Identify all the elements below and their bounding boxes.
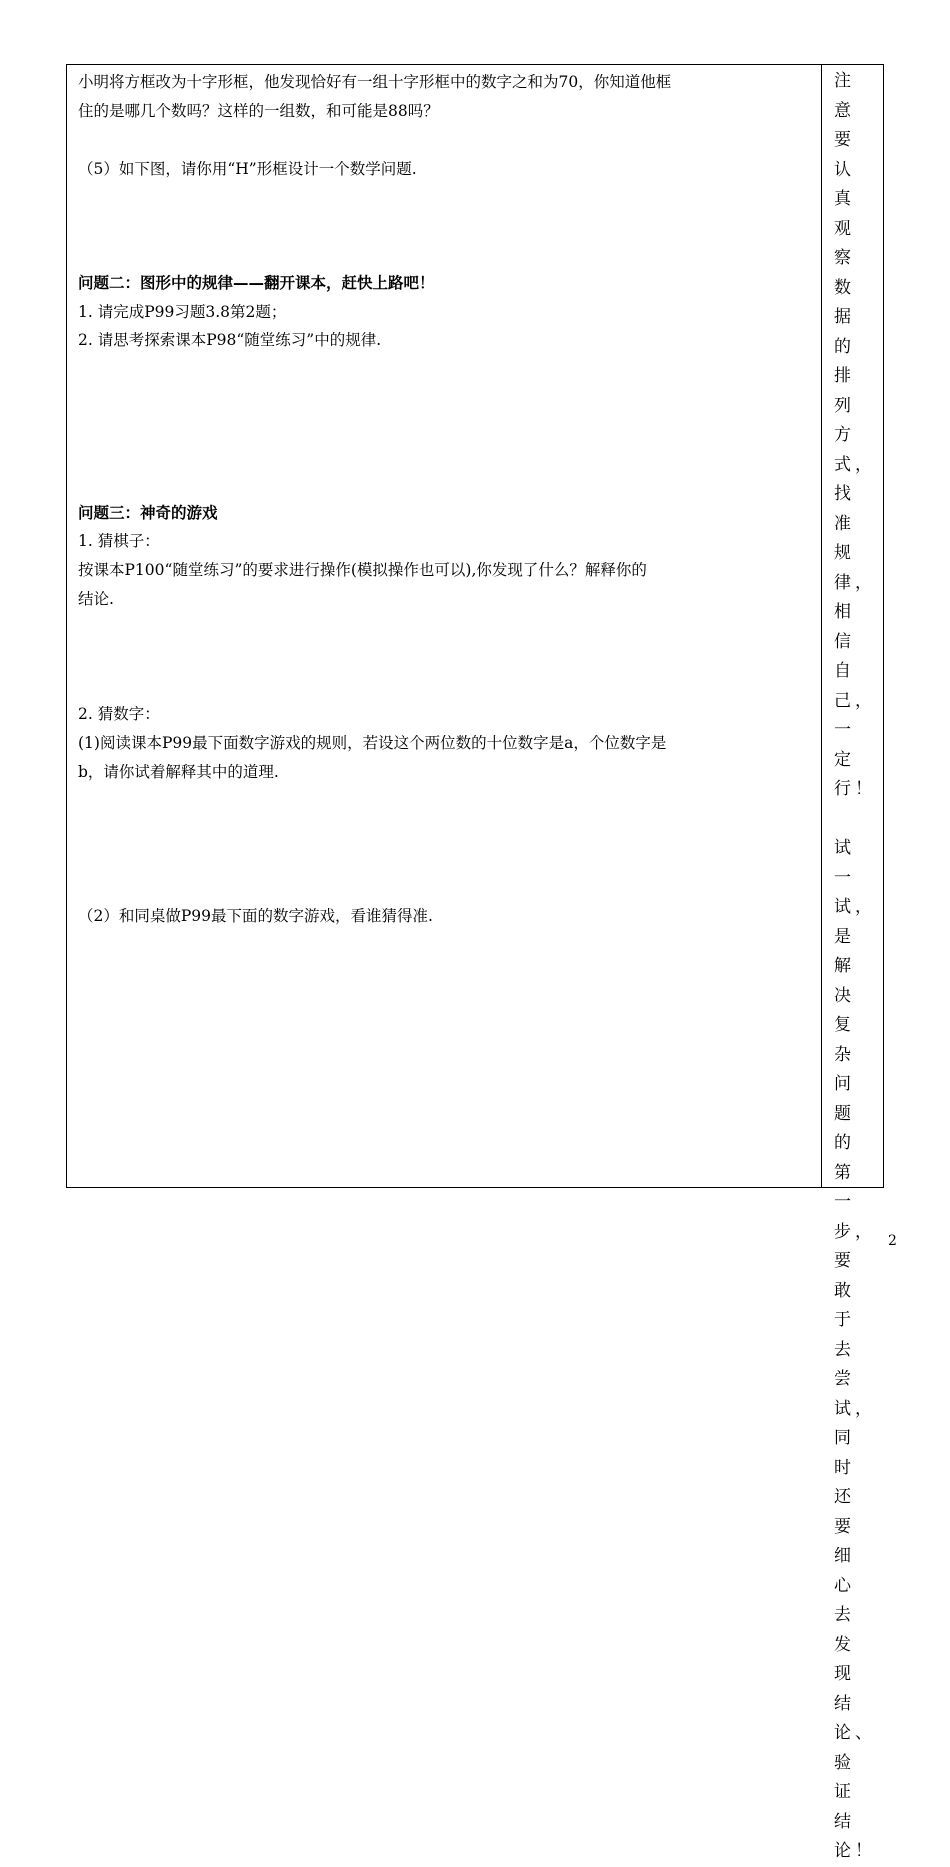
problem-3-item-2-sub-1-line-2: b，请你试着解释其中的道理. (78, 763, 279, 781)
problem-3-item-1: 1. 猜棋子： (78, 532, 160, 550)
problem-2-item-1: 1. 请完成P99习题3.8第2题； (78, 303, 287, 321)
page-number: 2 (888, 1233, 897, 1249)
problem-3-item-1-text-1: 按课本P100“随堂练习”的要求进行操作(模拟操作也可以),你发现了什么？解释你的 (78, 561, 647, 579)
problem-2-item-2: 2. 请思考探索课本P98“随堂练习”中的规律. (78, 331, 382, 349)
margin-notes-cell (822, 65, 883, 1861)
problem-3-item-1-text-2: 结论. (78, 590, 114, 608)
intro-line-2: 住的是哪几个数吗？这样的一组数，和可能是88吗？ (78, 102, 439, 120)
problem-3-item-2-sub-2: （2）和同桌做P99最下面的数字游戏，看谁猜得准. (78, 907, 433, 925)
worksheet-table (66, 64, 884, 1861)
margin-note-spacer (834, 805, 874, 835)
problem-2-title: 问题二：图形中的规律——翻开课本，赶快上路吧！ (78, 274, 435, 292)
margin-note-1: 注意要认真观察数据的排列方式，找准规律，相信自己，一定行！ (834, 71, 876, 799)
margin-note-2: 试一试，是解决复杂问题的第一步，要敢于去尝试，同时还要细心去发现结论、验证结论！ (834, 838, 876, 1861)
margin-notes (834, 67, 874, 1867)
problem-3-item-2-sub-1-line-1: (1)阅读课本P99最下面数字游戏的规则，若设这个两位数的十位数字是a，个位数字是 (78, 734, 667, 752)
question-5: （5）如下图，请你用“H”形框设计一个数学问题. (78, 160, 417, 178)
problem-3-item-2: 2. 猜数字： (78, 705, 160, 723)
problem-3-title: 问题三：神奇的游戏 (78, 504, 218, 522)
main-content-cell (67, 65, 822, 1187)
intro-line-1: 小明将方框改为十字形框，他发现恰好有一组十字形框中的数字之和为70，你知道他框 (78, 73, 672, 91)
